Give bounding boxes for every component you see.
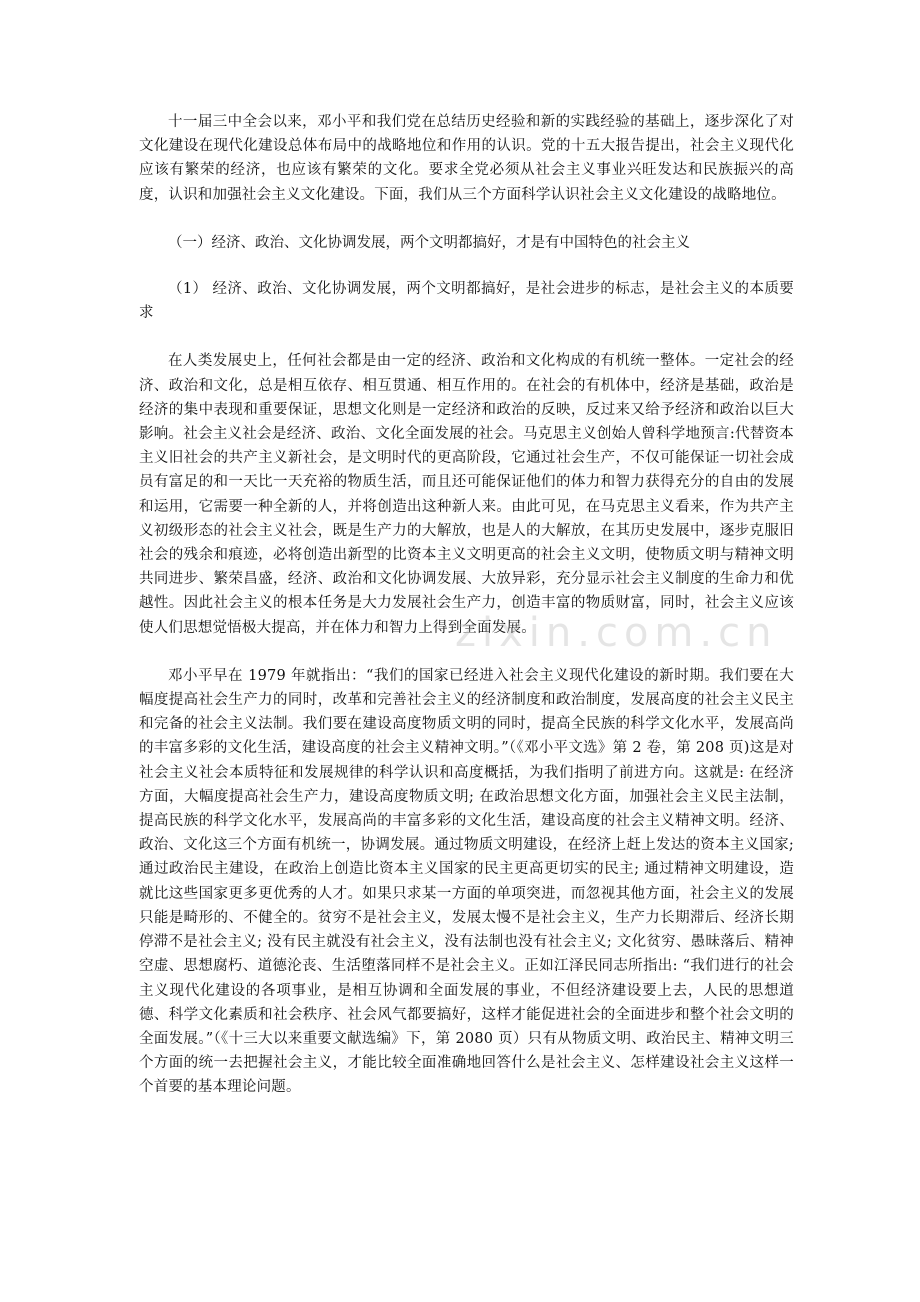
section-heading-1: （一）经济、政治、文化协调发展，两个文明都搞好，才是有中国特色的社会主义 bbox=[168, 234, 690, 251]
body-paragraph-1: 在人类发展史上，任何社会都是由一定的经济、政治和文化构成的有机统一整体。一定社会的经济、政治和文化，总是相互依存、相互贯通、相互作用的。在社会的有机体中，经济是基础，政治是经济的集中表现和重要保证，思想文化则是一定经济和政治的反映，反过来又给予经济和政治以巨大影响。社会主义社会是经济、政治、文化全面发展的社会。马克思主义创始人曾科学地预言:代替资本主义旧社会的共产主义新社会，是文明时代的更高阶段，它通过社会生产，不仅可能保证一切社会成员有富足的和一天比一天充裕的物质生活，而且还可能保证他们的体力和智力获得充分的自由的发展和运用，它需要一种全新的人，并将创造出这种新人来。由此可见，在马克思主义看来，作为共产主义初级形态的社会主义社会，既是生产力的大解放，也是人的大解放，在其历史发展中，逐步克服旧社会的残余和痕迹，必将创造出新型的比资本主义文明更高的社会主义文明，使物质文明与精神文明共同进步、繁荣昌盛，经济、政治和文化协调发展、大放异彩，充分显示社会主义制度的生命力和优越性。因此社会主义的根本任务是大力发展社会生产力，创造丰富的物质财富，同时，社会主义应该使人们思想觉悟极大提高，并在体力和智力上得到全面发展。 bbox=[139, 353, 794, 636]
intro-paragraph: 十一届三中全会以来，邓小平和我们党在总结历史经验和新的实践经验的基础上，逐步深化了对文化建设在现代化建设总体布局中的战略地位和作用的认识。党的十五大报告提出，社会主义现代化应该有繁荣的经济，也应该有繁荣的文化。要求全党必须从社会主义事业兴旺发达和民族振兴的高度，认识和加强社会主义文化建设。下面，我们从三个方面科学认识社会主义文化建设的战略地位。 bbox=[139, 114, 794, 203]
watermark: zixin.com.cn bbox=[455, 610, 778, 656]
subsection-heading-1: （1） 经济、政治、文化协调发展，两个文明都搞好，是社会进步的标志，是社会主义的本质要求 bbox=[139, 281, 794, 322]
body-paragraph-2: 邓小平早在 1979 年就指出：“我们的国家已经进入社会主义现代化建设的新时期。我们要在大幅度提高社会生产力的同时，改革和完善社会主义的经济制度和政治制度，发展高度的社会主义民主和完备的社会主义法制。我们要在建设高度物质文明的同时，提高全民族的科学文化水平，发展高尚的丰富多彩的文化生活，建设高度的社会主义精神文明。”（《邓小平文选》第 2 卷，第 208 页)这是对社会主义社会本质特征和发展规律的科学认识和高度概括，为我们指明了前进方向。这就是: 在经济方面，大幅度提高社会生产力，建设高度物质文明; 在政治思想文化方面，加强社会主义民主法制，提高民族的科学文化水平，发展高尚的丰富多彩的文化生活，建设高度的社会主义精神文明。经济、政治、文化这三个方面有机统一，协调发展。通过物质文明建设，在经济上赶上发达的资本主义国家; 通过政治民主建设，在政治上创造比资本主义国家的民主更高更切实的民主; 通过精神文明建设，造就比这些国家更多更优秀的人才。如果只求某一方面的单项突进，而忽视其他方面，社会主义的发展只能是畸形的、不健全的。贫穷不是社会主义，发展太慢不是社会主义，生产力长期滞后、经济长期停滞不是社会主义; 没有民主就没有社会主义，没有法制也没有社会主义; 文化贫穷、愚昧落后、精神空虚、思想腐朽、道德沦丧、生活堕落同样不是社会主义。正如江泽民同志所指出: “我们进行的社会主义现代化建设的各项事业，是相互协调和全面发展的事业，不但经济建设要上去，人民的思想道德、科学文化素质和社会秩序、社会风气都要搞好，这样才能促进社会的全面进步和整个社会文明的全面发展。”（《十三大以来重要文献选编》下，第 2080 页）只有从物质文明、政治民主、精神文明三个方面的统一去把握社会主义，才能比较全面准确地回答什么是社会主义、怎样建设社会主义这样一个首要的基本理论问题。 bbox=[139, 667, 794, 1096]
document-body bbox=[139, 110, 794, 1100]
